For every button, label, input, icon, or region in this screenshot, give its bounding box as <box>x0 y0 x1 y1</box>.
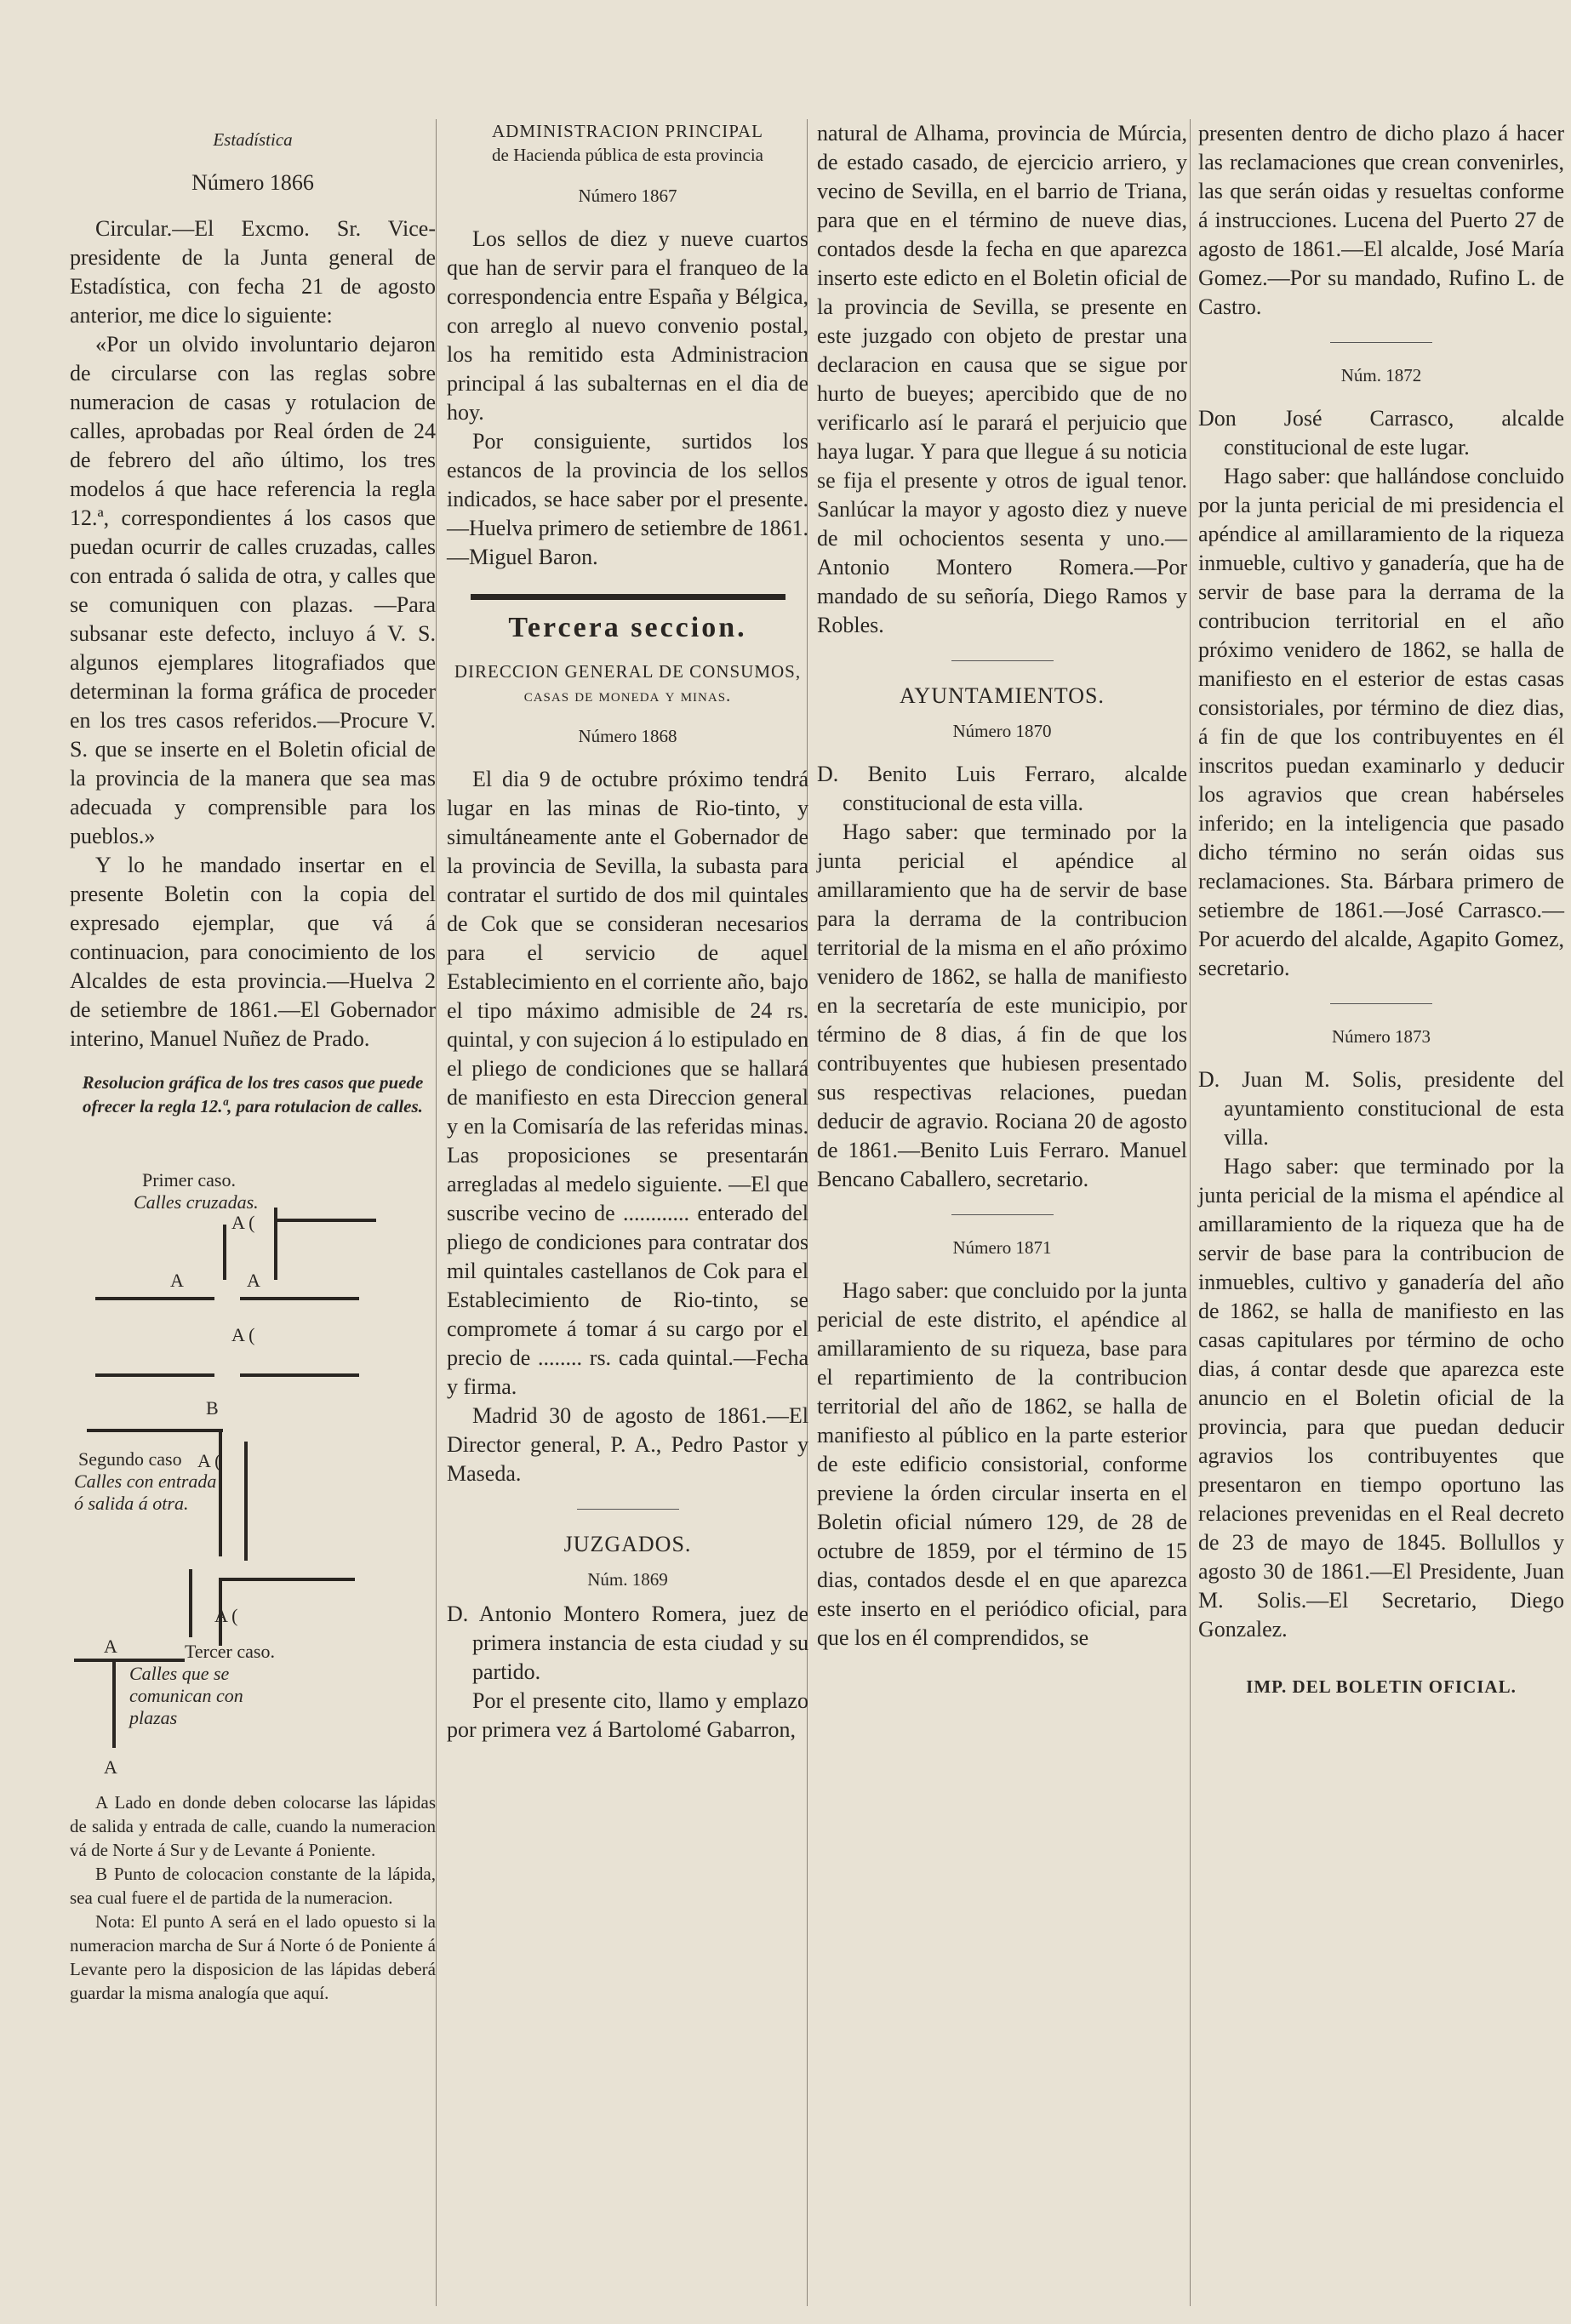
notice-paragraph: Hago saber: que terminado por la junta pericial el apéndice al amillaramiento que ha de servir de base para la derrama de la contribucion territorial de la misma en el año próximo venidero de 1862, se halla de manifiesto en la secretaría de este municipio, por término de 8 dias, á fin de que los contribuyentes que hubiesen presentado sus respectivas relaciones, puedan deducir de agravio. Rociana 20 de agosto de 1861.—Benito Luis Ferraro. Manuel Bencano Caballero, secretario. <box>817 819 1187 1191</box>
mark-a: A ( <box>214 1605 238 1626</box>
section-divider <box>471 594 786 600</box>
column-1 <box>70 119 436 2005</box>
street-line <box>95 1373 214 1377</box>
street-line <box>274 1219 376 1222</box>
case2-subtitle: Calles con entrada ó salida á otra. <box>74 1470 217 1514</box>
mark-b: B <box>206 1397 219 1419</box>
notice-number: Número 1868 <box>578 726 677 746</box>
mark-a: A <box>104 1756 117 1778</box>
street-line <box>112 1659 116 1748</box>
case3-title: Tercer caso. <box>185 1641 275 1662</box>
diagram-note: B Punto de colocacion constante de la lápida, sea cual fuere el de partida de la numeracion. <box>70 1864 436 1908</box>
separator <box>1330 342 1432 343</box>
diagram-note: Nota: El punto A será en el lado opuesto si la numeracion marcha de Sur á Norte ó de Poniente á Levante pero la disposicion de las lápidas deberá guardar la misma analogía que aquí. <box>70 1911 436 2003</box>
mark-a: A <box>247 1270 260 1291</box>
admin-title: ADMINISTRACION PRINCIPAL <box>491 121 763 141</box>
section-heading: Estadística <box>213 129 293 150</box>
notice-paragraph: presenten dentro de dicho plazo á hacer las reclamaciones que crean convenirles, las que serán oidas y resueltas conforme á instrucciones. Lucena del Puerto 27 de agosto de 1861.—El alcalde, José María Gomez.—Por su mandado, Rufino L. de Castro. <box>1198 121 1564 319</box>
column-4 <box>1198 119 1564 1699</box>
column-2 <box>447 119 808 1744</box>
notice-paragraph: Por consiguiente, surtidos los estancos de la provincia de los sellos indicados, se hace saber por el presente.—Huelva primero de setiembre de 1861.—Miguel Baron. <box>447 429 808 569</box>
notice-number: Núm. 1869 <box>587 1569 668 1590</box>
separator <box>951 1214 1054 1215</box>
case2-title: Segundo caso <box>78 1448 182 1470</box>
notice-paragraph: Los sellos de diez y nueve cuartos que han de servir para el franqueo de la correspondencia entre España y Bélgica, con arreglo al nuevo convenio postal, los ha remitido esta Administracion principal á las subalternas en el dia de hoy. <box>447 226 808 425</box>
mark-a: A ( <box>231 1324 255 1345</box>
street-line <box>244 1442 248 1561</box>
street-line <box>95 1297 214 1300</box>
notice-paragraph: natural de Alhama, provincia de Múrcia, de estado casado, de ejercicio arriero, y vecino de Sevilla, en el barrio de Triana, para que en el término de nueve dias, contados desde la fecha en que aparezca inserto este edicto en el Boletin oficial de la provincia de Sevilla, se presente en este juzgado con objeto de prestar una declaracion en causa que se sigue por hurto de bueyes; apercibido que de no verificarlo así le parará el perjuicio que haya lugar. Y para que llegue á su noticia se fija el presente y otros de igual tenor. Sanlúcar la mayor y agosto diez y nueve de mil ochocientos sesenta y uno.—Antonio Montero Romera.—Por mandado de su señoría, Diego Ramos y Robles. <box>817 121 1187 637</box>
notice-number: Núm. 1872 <box>1340 365 1422 385</box>
notice-paragraph: Hago saber: que terminado por la junta pericial de la misma el apéndice al amillaramiento de la riqueza que ha de servir de base para la contribucion de inmuebles, cultivo y ganadería del año de 1862, se halla de manifiesto en las casas capitulares por término de ocho dias, á contar desde que aparezca este anuncio en el Boletin oficial de la provincia, para que puedan deducir agravios los contribuyentes que presentaron en tiempo oportuno las relaciones prevenidas en el Real decreto de 23 de mayo de 1845. Bollullos y agosto 30 de 1861.—El Presidente, Juan M. Solis.—El Secretario, Diego Gonzalez. <box>1198 1154 1564 1642</box>
diagram-note: A Lado en donde deben colocarse las lápidas de salida y entrada de calle, cuando la numeracion vá de Norte á Sur y de Levante á Poniente. <box>70 1792 436 1860</box>
notice-paragraph: Hago saber: que concluido por la junta pericial de este distrito, el apéndice al amillaramiento de su riqueza, base para el repartimiento de la contribucion territorial del año de 1862, se halla de manifiesto al público en la parte esterior de este edificio consistorial, conforme previene la órden circular inserta en el Boletin oficial número 129, de 28 de octubre de 1859, por el término de 15 dias, contados desde el en que aparezca este inserto en el periódico oficial, para que los en él comprendidos, se <box>817 1278 1187 1650</box>
section-heading: AYUNTAMIENTOS. <box>900 683 1105 708</box>
street-line <box>219 1578 355 1581</box>
notice-number: Número 1866 <box>191 170 314 195</box>
mark-a: A ( <box>231 1212 255 1233</box>
mark-a: A <box>104 1636 117 1657</box>
street-line <box>240 1373 359 1377</box>
column-3 <box>817 119 1187 1653</box>
notice-paragraph: Hago saber: que hallándose concluido por la junta pericial de mi presidencia el apéndice al amillaramiento de la riqueza inmueble, cultivo y ganadería, que ha de servir de base para la derrama de la contribucion territorial en el año próximo venidero de 1862, se halla de manifiesto en el esterior de estas casas consistoriales, por término de diez dias, á fin de que los contribuyentes en él inscritos puedan examinarlo y deducir los agravios que crean habérseles inferido; en la inteligencia que pasado dicho término no serán oidas sus reclamaciones. Sta. Bárbara primero de setiembre de 1861.—José Carrasco.—Por acuerdo del alcalde, Agapito Gomez, secretario. <box>1198 464 1564 980</box>
admin-subtitle: de Hacienda pública de esta provincia <box>492 145 763 165</box>
notice-paragraph: «Por un olvido involuntario dejaron de circularse con las reglas sobre numeracion de casas y rotulacion de calles, aprobadas por Real órden de 24 de febrero del año último, los tres modelos á que hace referencia la regla 12.ª, correspondientes á los casos que puedan ocurrir de calles cruzadas, calles con entrada ó salida de otra, y calles que se comuniquen con plazas. —Para subsanar este defecto, incluyo á V. S. algunos ejemplares litografiados que determinan la forma gráfica de proceder en los tres casos referidos.—Procure V. S. que se inserte en el Boletin oficial de la provincia de la manera que sea mas adecuada y comprensible para los pueblos.» <box>70 332 436 848</box>
street-line <box>223 1225 226 1280</box>
street-line <box>74 1659 185 1662</box>
notice-number: Número 1870 <box>952 721 1052 741</box>
street-line <box>189 1569 192 1637</box>
case3-subtitle: Calles que se comunican con plazas <box>129 1663 243 1728</box>
notice-paragraph: D. Benito Luis Ferraro, alcalde constitucional de esta villa. <box>817 762 1187 815</box>
mark-a: A <box>170 1270 184 1291</box>
notice-number: Número 1871 <box>952 1237 1052 1258</box>
street-line <box>87 1429 223 1432</box>
separator <box>577 1509 679 1510</box>
street-line <box>219 1429 222 1556</box>
notice-paragraph: D. Juan M. Solis, presidente del ayuntamiento constitucional de esta villa. <box>1198 1067 1564 1150</box>
imprint: IMP. DEL BOLETIN OFICIAL. <box>1246 1676 1517 1697</box>
street-diagram <box>70 1127 436 1782</box>
diagram-title: Resolucion gráfica de los tres casos que puede ofrecer la regla 12.ª, para rotulacion de calles. <box>82 1072 424 1116</box>
notice-paragraph: Y lo he mandado insertar en el presente Boletin con la copia del expresado ejemplar, que vá á continuacion, para conocimiento de los Alcaldes de esta provincia.—Huelva 2 de setiembre de 1861.—El Gobernador interino, Manuel Nuñez de Prado. <box>70 853 436 1051</box>
street-line <box>240 1297 359 1300</box>
mark-a: A ( <box>197 1450 221 1471</box>
case1-title: Primer caso. <box>142 1169 236 1191</box>
notice-number: Número 1873 <box>1331 1026 1431 1047</box>
section-heading: JUZGADOS. <box>563 1532 692 1556</box>
notice-paragraph: Por el presente cito, llamo y emplazo por primera vez á Bartolomé Gabarron, <box>447 1688 808 1742</box>
notice-paragraph: Don José Carrasco, alcalde constitucional de este lugar. <box>1198 406 1564 460</box>
notice-paragraph: El dia 9 de octubre próximo tendrá lugar en las minas de Rio-tinto, y simultáneamente ante el Gobernador de la provincia de Sevilla, la subasta para contratar el surtido de dos mil quintales de Cok que se consideran necesarios para el servicio de aquel Establecimiento en el corriente año, bajo el tipo máximo admisible de 24 rs. quintal, y con sujecion á lo estipulado en el pliego de condiciones que se hallará de manifiesto en esta Direccion general y en la Comisaría de las referidas minas. Las proposiciones se presentarán arregladas al medelo siguiente. —El que suscribe vecino de ............ enterado del pliego de condiciones para contratar dos mil quintales castellanos de Cok para el Establecimiento de Rio-tinto, se compromete á tomar á su cargo por el precio de ........ rs. cada quintal.—Fecha y firma. <box>447 767 808 1399</box>
notice-number: Número 1867 <box>578 186 677 206</box>
section-title: Tercera seccion. <box>508 612 747 643</box>
notice-paragraph: D. Antonio Montero Romera, juez de primera instancia de esta ciudad y su partido. <box>447 1602 808 1684</box>
column-rule <box>1190 119 1191 2306</box>
notice-paragraph: Madrid 30 de agosto de 1861.—El Director general, P. A., Pedro Pastor y Maseda. <box>447 1403 808 1486</box>
direccion-title: DIRECCION GENERAL DE CONSUMOS, casas de moneda y minas. <box>454 661 802 705</box>
separator <box>1330 1003 1432 1004</box>
notice-paragraph: Circular.—El Excmo. Sr. Vice-presidente de la Junta general de Estadística, con fecha 21 de agosto anterior, me dice lo siguiente: <box>70 216 436 328</box>
column-rule <box>436 119 437 2306</box>
case1-subtitle: Calles cruzadas. <box>134 1191 259 1213</box>
separator <box>951 660 1054 661</box>
